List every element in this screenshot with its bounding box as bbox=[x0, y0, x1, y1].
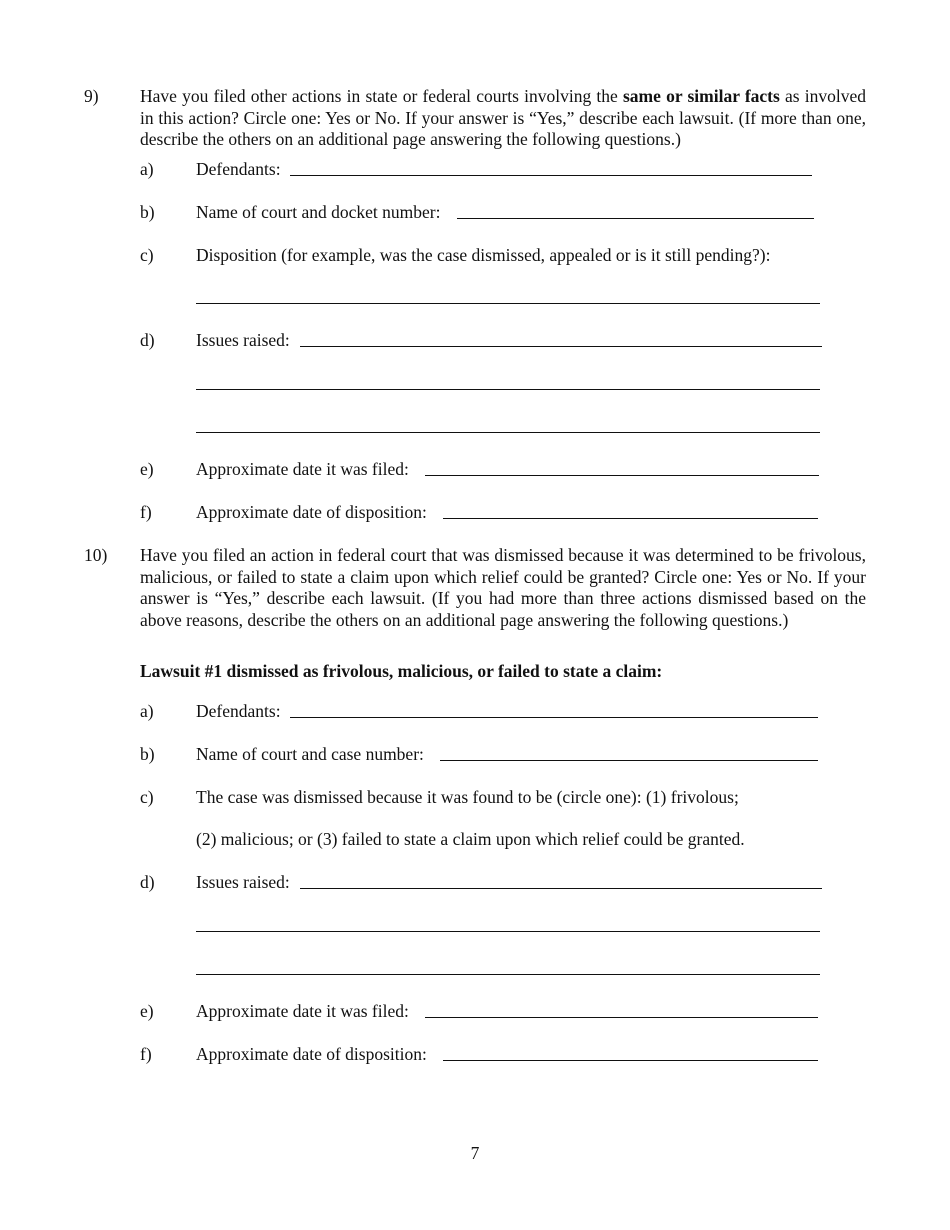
q9-f-letter: f) bbox=[140, 502, 152, 522]
q9-issues-field-3[interactable] bbox=[196, 432, 820, 433]
q9-a-label: Defendants: bbox=[196, 159, 281, 179]
q10-issues-field-1[interactable] bbox=[300, 888, 822, 889]
q9-defendants-field[interactable] bbox=[290, 175, 812, 176]
q9-question-text bbox=[140, 86, 866, 151]
q9-text-before: Have you filed other actions in state or federal courts involving the bbox=[140, 86, 623, 106]
q9-a-letter: a) bbox=[140, 159, 154, 179]
q10-a-letter: a) bbox=[140, 701, 154, 721]
q10-issues-field-3[interactable] bbox=[196, 974, 820, 975]
q9-d-label: Issues raised: bbox=[196, 330, 290, 350]
q9-number: 9) bbox=[84, 86, 99, 106]
q9-date-filed-field[interactable] bbox=[425, 475, 819, 476]
q9-d-letter: d) bbox=[140, 330, 155, 350]
q10-e-letter: e) bbox=[140, 1001, 154, 1021]
q10-d-label: Issues raised: bbox=[196, 872, 290, 892]
q9-e-label: Approximate date it was filed: bbox=[196, 459, 409, 479]
q10-a-label: Defendants: bbox=[196, 701, 281, 721]
q9-c-label: Disposition (for example, was the case dismissed, appealed or is it still pending?): bbox=[196, 245, 771, 265]
q10-d-letter: d) bbox=[140, 872, 155, 892]
page-number: 7 bbox=[470, 1143, 480, 1163]
q9-e-letter: e) bbox=[140, 459, 154, 479]
q10-defendants-field[interactable] bbox=[290, 717, 818, 718]
q10-number: 10) bbox=[84, 545, 108, 565]
q10-b-letter: b) bbox=[140, 744, 155, 764]
q9-b-letter: b) bbox=[140, 202, 155, 222]
q9-b-label: Name of court and docket number: bbox=[196, 202, 441, 222]
q9-f-label: Approximate date of disposition: bbox=[196, 502, 427, 522]
q9-text-bold: same or similar facts bbox=[623, 86, 780, 106]
q10-f-letter: f) bbox=[140, 1044, 152, 1064]
q9-text-after: as involved in this action? Circle one: Yes or No. If your answer is “Yes,” describe each lawsuit. (If more than one, describe the others on an additional page answering the following questions.) bbox=[140, 86, 866, 149]
q10-c-label: The case was dismissed because it was found to be (circle one): (1) frivolous; bbox=[196, 787, 739, 807]
q10-issues-field-2[interactable] bbox=[196, 931, 820, 932]
q9-court-docket-field[interactable] bbox=[457, 218, 814, 219]
q9-disposition-field[interactable] bbox=[196, 303, 820, 304]
q10-c-label-continued: (2) malicious; or (3) failed to state a claim upon which relief could be granted. bbox=[196, 829, 745, 849]
q10-e-label: Approximate date it was filed: bbox=[196, 1001, 409, 1021]
q10-date-filed-field[interactable] bbox=[425, 1017, 818, 1018]
q10-question-text: Have you filed an action in federal court that was dismissed because it was determined to be frivolous, malicious, or failed to state a claim upon which relief could be granted? Circle one: Yes or No. If your answer is “Yes,” describe each lawsuit. (If you had more than three actions dismissed based on the above reasons, describe the others on an additional page answering the following questions.) bbox=[140, 545, 866, 630]
q10-lawsuit-heading: Lawsuit #1 dismissed as frivolous, malicious, or failed to state a claim: bbox=[140, 661, 663, 681]
q9-c-letter: c) bbox=[140, 245, 154, 265]
q9-issues-field-1[interactable] bbox=[300, 346, 822, 347]
q10-c-letter: c) bbox=[140, 787, 154, 807]
q10-b-label: Name of court and case number: bbox=[196, 744, 424, 764]
q10-f-label: Approximate date of disposition: bbox=[196, 1044, 427, 1064]
q9-date-disposition-field[interactable] bbox=[443, 518, 818, 519]
q10-date-disposition-field[interactable] bbox=[443, 1060, 818, 1061]
q10-court-case-field[interactable] bbox=[440, 760, 818, 761]
q9-issues-field-2[interactable] bbox=[196, 389, 820, 390]
